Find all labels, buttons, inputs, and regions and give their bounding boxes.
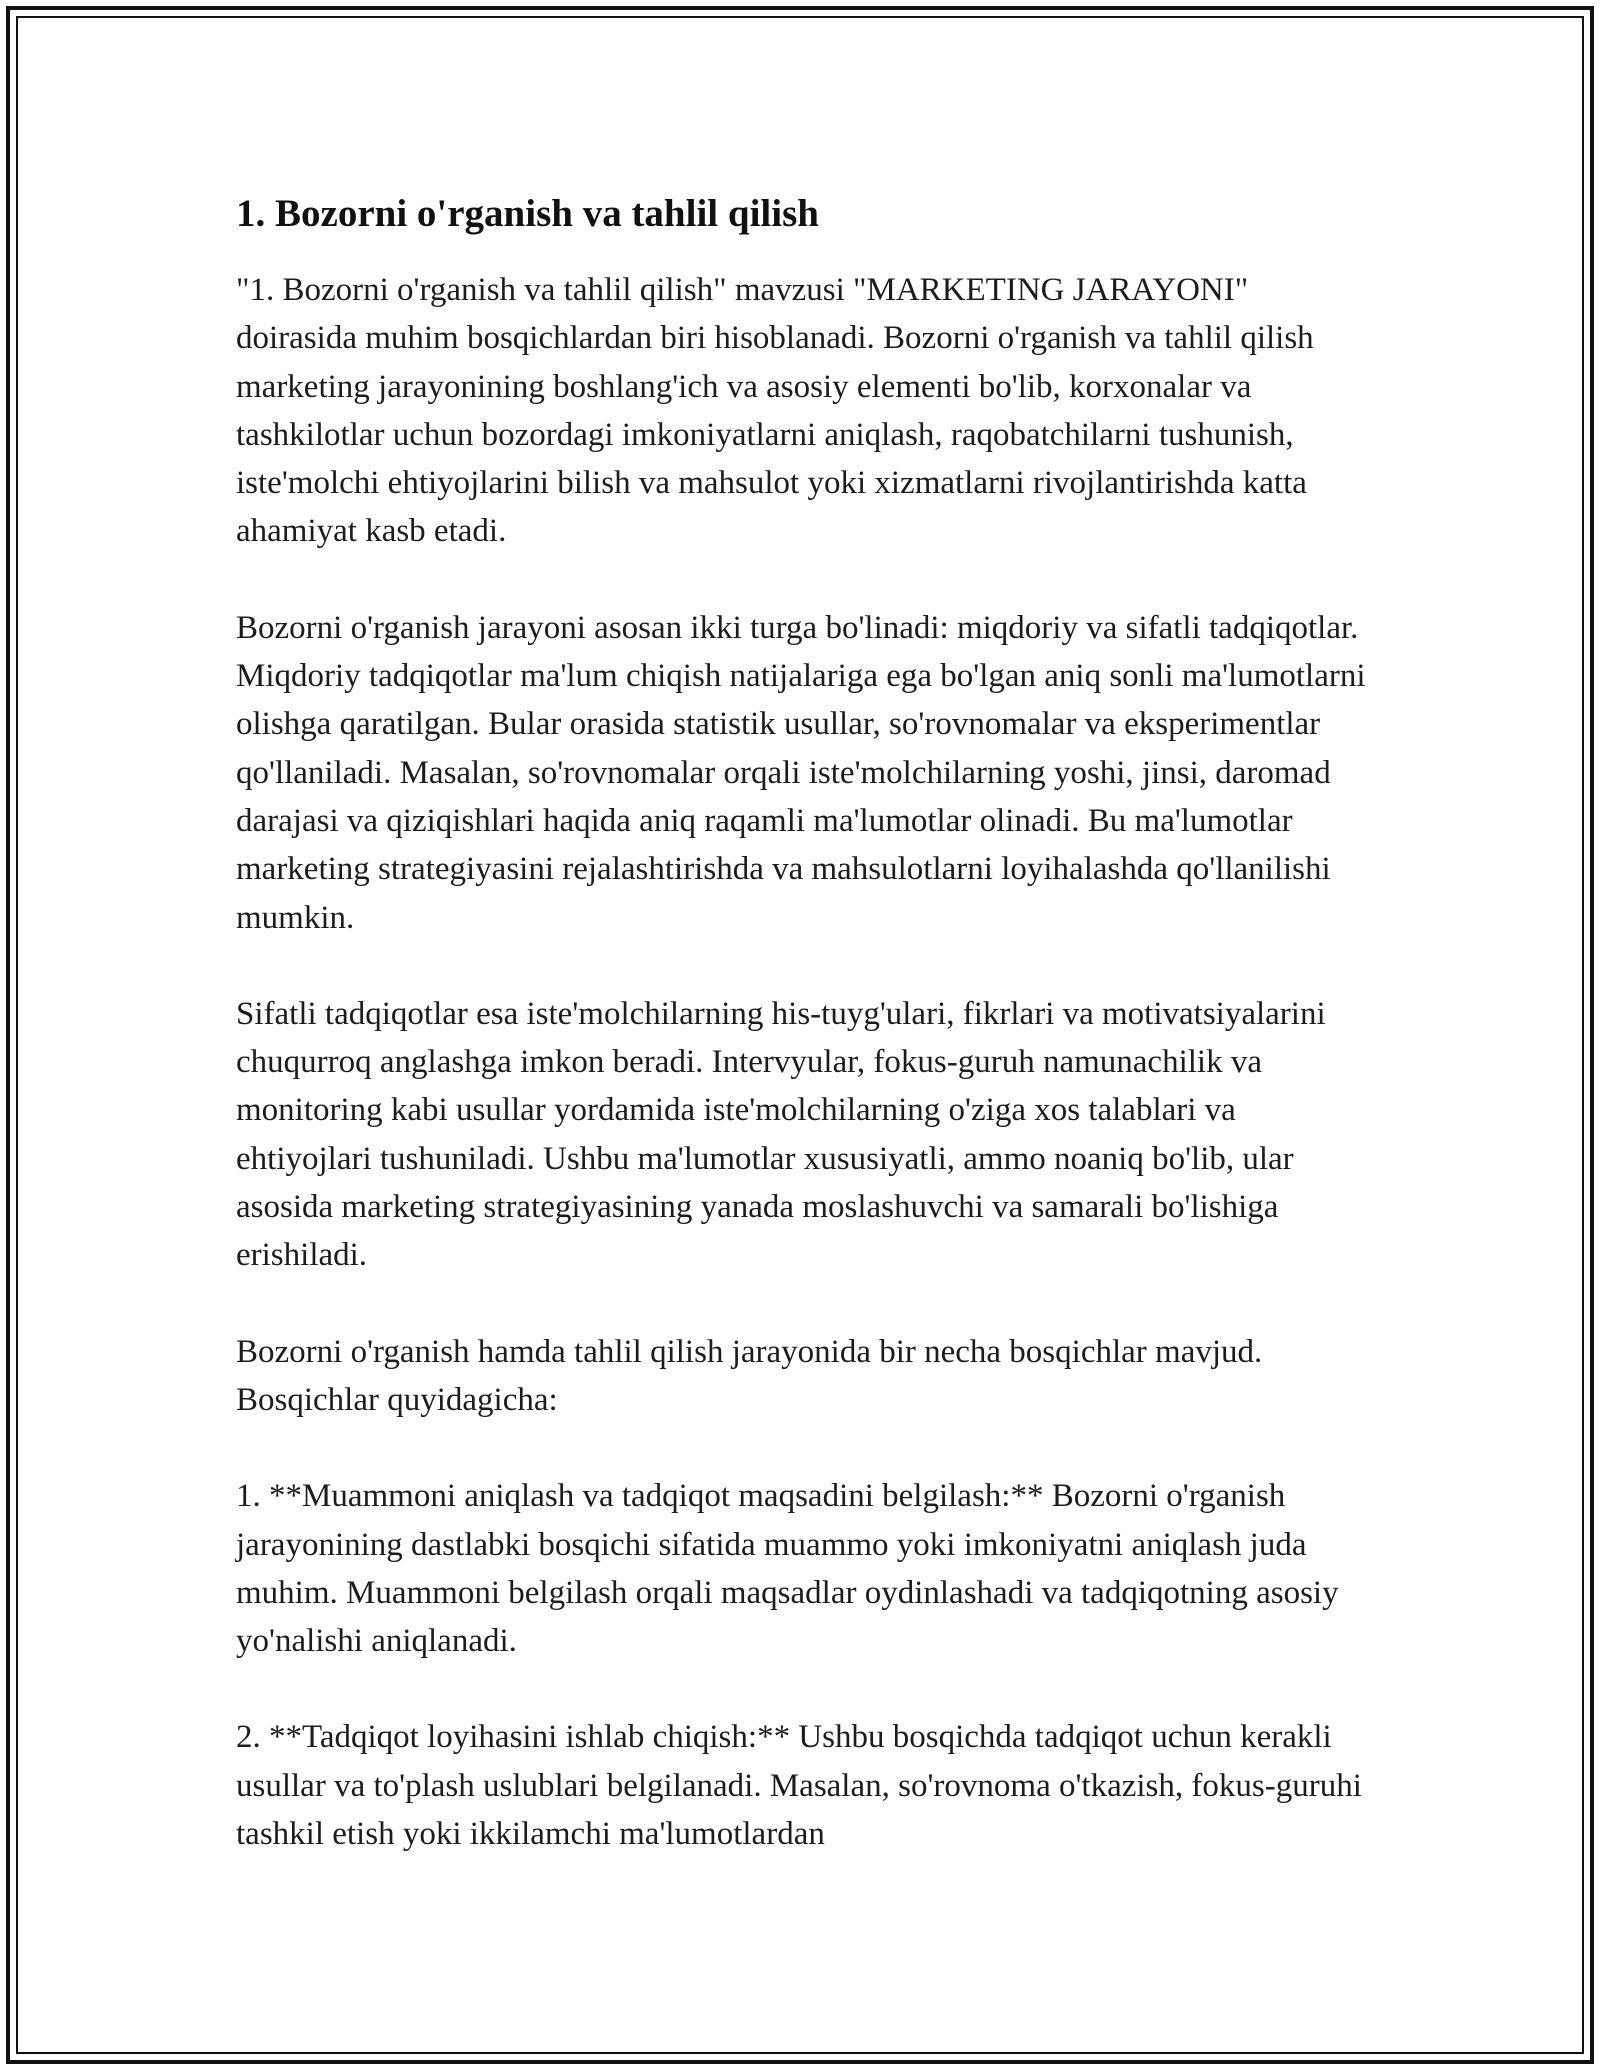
paragraph-quantitative-research: Bozorni o'rganish jarayoni asosan ikki turga bo'linadi: miqdoriy va sifatli tadqiqotlar. Miqdoriy tadqiqotlar ma'lum chiqish natijalariga ega bo'lgan aniq sonli ma'lumotlarni olishga qaratilgan. Bular orasida statistik usullar, so'rovnomalar va eksperimentlar qo'llaniladi. Masalan, so'rovnomalar orqali iste'molchilarning yoshi, jinsi, daromad darajasi va qiziqishlari haqida aniq raqamli ma'lumotlar olinadi. Bu ma'lumotlar marketing strategiyasini rejalashtirishda va mahsulotlarni loyihalashda qo'llanilishi mumkin.	[236, 609, 1366, 936]
paragraph-intro: "1. Bozorni o'rganish va tahlil qilish" mavzusi "MARKETING JARAYONI" doirasida muhim bosqichlardan biri hisoblanadi. Bozorni o'rganish va tahlil qilish marketing jarayonining boshlang'ich va asosiy elementi bo'lib, korxonalar va tashkilotlar uchun bozordagi imkoniyatlarni aniqlash, raqobatchilarni tushunish, iste'molchi ehtiyojlarini bilish va mahsulot yoki xizmatlarni rivojlantirishda katta ahamiyat kasb etadi.	[236, 272, 1314, 550]
paragraph-qualitative-research: Sifatli tadqiqotlar esa iste'molchilarning his-tuyg'ulari, fikrlari va motivatsiyalarini chuqurroq anglashga imkon beradi. Intervyular, fokus-guruh namunachilik va monitoring kabi usullar yordamida iste'molchilarning o'ziga xos talablari va ehtiyojlari tushuniladi. Ushbu ma'lumotlar xususiyatli, ammo noaniq bo'lib, ular asosida marketing strategiyasining yanada moslashuvchi va samarali bo'lishiga erishiladi.	[236, 995, 1326, 1274]
list-item-stage-2: 2. **Tadqiqot loyihasini ishlab chiqish:** Ushbu bosqichda tadqiqot uchun kerakli usullar va to'plash uslublari belgilanadi. Masalan, so'rovnoma o'tkazish, fokus-guruhi tashkil etish yoki ikkilamchi ma'lumotlardan	[236, 1719, 1362, 1853]
section-title: 1. Bozorni o'rganish va tahlil qilish	[236, 192, 819, 235]
list-item-stage-1: 1. **Muammoni aniqlash va tadqiqot maqsadini belgilash:** Bozorni o'rganish jarayonining dastlabki bosqichi sifatida muammo yoki imkoniyatni aniqlash juda muhim. Muammoni belgilash orqali maqsadlar oydinlashadi va tadqiqotning asosiy yo'nalishi aniqlanadi.	[236, 1478, 1339, 1660]
paragraph-stages-intro: Bozorni o'rganish hamda tahlil qilish jarayonida bir necha bosqichlar mavjud. Bosqichlar quyidagicha:	[236, 1333, 1263, 1418]
document-body	[236, 188, 1376, 1858]
